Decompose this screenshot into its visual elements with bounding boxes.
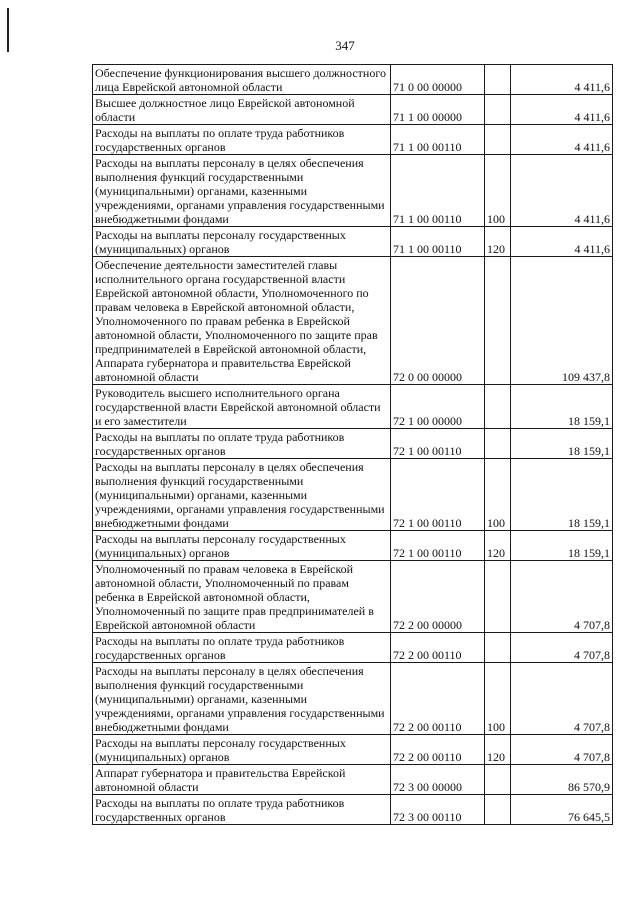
table-row: [93, 429, 613, 459]
row-expense-type: [485, 795, 511, 825]
row-sum: 4 411,6: [511, 125, 613, 155]
row-code: 72 3 00 00000: [391, 765, 485, 795]
row-expense-type: [485, 95, 511, 125]
row-code: 72 2 00 00110: [391, 735, 485, 765]
row-name: Расходы на выплаты по оплате труда работников государственных органов: [95, 430, 345, 458]
row-sum: 4 707,8: [511, 633, 613, 663]
row-name: Расходы на выплаты персоналу в целях обеспечения выполнения функций государственными (муниципальными) органами, казенными учреждениями, органами управления государственными внебюджетными фондами: [95, 664, 385, 734]
row-name: Обеспечение деятельности заместителей главы исполнительного органа государственной власти Еврейской автономной области, Уполномоченного по правам человека в Еврейской автономной области, Уполномоченного по правам ребенка в Еврейской автономной области, Уполномоченного по защите прав предпринимателей в Еврейской автономной области, Аппарата губернатора и правительства Еврейской автономной области: [95, 258, 378, 384]
row-sum: 4 707,8: [511, 735, 613, 765]
row-name-cell: [93, 633, 391, 663]
row-name-cell: [93, 429, 391, 459]
row-name: Руководитель высшего исполнительного органа государственной власти Еврейской автономной области и его заместители: [95, 386, 381, 428]
row-code: 71 1 00 00110: [391, 125, 485, 155]
row-name: Обеспечение функционирования высшего должностного лица Еврейской автономной области: [95, 66, 386, 94]
row-name-cell: [93, 765, 391, 795]
table-row: [93, 95, 613, 125]
row-sum: 4 411,6: [511, 155, 613, 227]
table-row: [93, 459, 613, 531]
row-name-cell: [93, 155, 391, 227]
row-name: Расходы на выплаты персоналу государственных (муниципальных) органов: [95, 228, 346, 256]
table-row: [93, 125, 613, 155]
row-name: Расходы на выплаты персоналу в целях обеспечения выполнения функций государственными (муниципальными) органами, казенными учреждениями, органами управления государственными внебюджетными фондами: [95, 460, 385, 530]
row-name-cell: [93, 531, 391, 561]
row-name: Расходы на выплаты по оплате труда работников государственных органов: [95, 796, 345, 824]
row-sum: 109 437,8: [511, 257, 613, 385]
table-row: [93, 735, 613, 765]
row-sum: 18 159,1: [511, 429, 613, 459]
row-sum: 4 411,6: [511, 65, 613, 95]
budget-table: [92, 64, 613, 825]
row-name-cell: [93, 385, 391, 429]
row-code: 71 1 00 00110: [391, 155, 485, 227]
row-name-cell: [93, 735, 391, 765]
row-name-cell: [93, 795, 391, 825]
table-row: [93, 227, 613, 257]
table-row: [93, 257, 613, 385]
row-code: 72 2 00 00110: [391, 633, 485, 663]
row-code: 71 0 00 00000: [391, 65, 485, 95]
row-code: 72 1 00 00110: [391, 531, 485, 561]
row-expense-type: [485, 65, 511, 95]
row-name: Расходы на выплаты по оплате труда работников государственных органов: [95, 634, 345, 662]
row-expense-type: [485, 257, 511, 385]
table-row: [93, 633, 613, 663]
row-sum: 4 411,6: [511, 227, 613, 257]
row-code: 72 1 00 00110: [391, 429, 485, 459]
row-name-cell: [93, 65, 391, 95]
row-name: Высшее должностное лицо Еврейской автономной области: [95, 96, 355, 124]
row-name: Расходы на выплаты персоналу государственных (муниципальных) органов: [95, 736, 346, 764]
row-expense-type: 120: [485, 227, 511, 257]
budget-table-body: [93, 65, 613, 825]
row-expense-type: 100: [485, 459, 511, 531]
table-row: [93, 561, 613, 633]
table-row: [93, 663, 613, 735]
table-row: [93, 65, 613, 95]
row-code: 71 1 00 00110: [391, 227, 485, 257]
row-expense-type: [485, 633, 511, 663]
table-row: [93, 531, 613, 561]
row-sum: 18 159,1: [511, 385, 613, 429]
row-sum: 4 411,6: [511, 95, 613, 125]
row-expense-type: [485, 561, 511, 633]
row-name-cell: [93, 257, 391, 385]
row-code: 72 2 00 00000: [391, 561, 485, 633]
row-expense-type: 120: [485, 531, 511, 561]
table-row: [93, 155, 613, 227]
row-expense-type: 100: [485, 155, 511, 227]
row-code: 72 1 00 00110: [391, 459, 485, 531]
row-expense-type: [485, 765, 511, 795]
page-number: 347: [335, 38, 355, 53]
row-expense-type: [485, 429, 511, 459]
row-code: 71 1 00 00000: [391, 95, 485, 125]
row-expense-type: [485, 385, 511, 429]
row-name-cell: [93, 95, 391, 125]
row-name: Расходы на выплаты персоналу в целях обеспечения выполнения функций государственными (муниципальными) органами, казенными учреждениями, органами управления государственными внебюджетными фондами: [95, 156, 385, 226]
row-sum: 86 570,9: [511, 765, 613, 795]
row-name-cell: [93, 663, 391, 735]
table-row: [93, 795, 613, 825]
row-sum: 4 707,8: [511, 663, 613, 735]
row-expense-type: [485, 125, 511, 155]
row-name-cell: [93, 125, 391, 155]
table-row: [93, 385, 613, 429]
row-expense-type: 120: [485, 735, 511, 765]
table-row: [93, 765, 613, 795]
row-name: Расходы на выплаты по оплате труда работников государственных органов: [95, 126, 345, 154]
row-expense-type: 100: [485, 663, 511, 735]
row-sum: 18 159,1: [511, 531, 613, 561]
row-code: 72 0 00 00000: [391, 257, 485, 385]
row-code: 72 3 00 00110: [391, 795, 485, 825]
row-name: Расходы на выплаты персоналу государственных (муниципальных) органов: [95, 532, 346, 560]
row-code: 72 1 00 00000: [391, 385, 485, 429]
row-name-cell: [93, 459, 391, 531]
row-code: 72 2 00 00110: [391, 663, 485, 735]
row-sum: 76 645,5: [511, 795, 613, 825]
row-sum: 4 707,8: [511, 561, 613, 633]
row-name: Уполномоченный по правам человека в Еврейской автономной области, Уполномоченный по правам ребенка в Еврейской автономной области, Уполномоченный по защите прав предпринимателей в Еврейской автономной области: [95, 562, 374, 632]
row-name: Аппарат губернатора и правительства Еврейской автономной области: [95, 766, 346, 794]
row-sum: 18 159,1: [511, 459, 613, 531]
row-name-cell: [93, 227, 391, 257]
row-name-cell: [93, 561, 391, 633]
